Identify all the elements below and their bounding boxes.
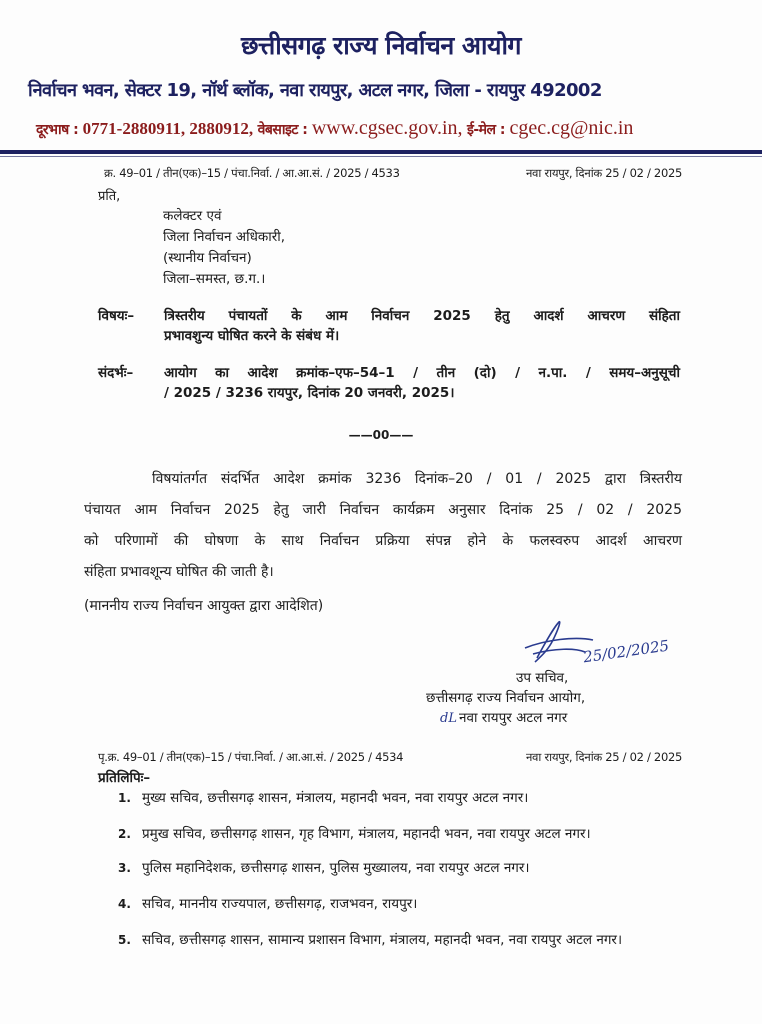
body-line: विषयांतर्गत संदर्भित आदेश क्रमांक 3236 दिनांक–20 / 01 / 2025 द्वारा त्रिस्तरीय [152, 471, 682, 487]
letterhead-address: निर्वाचन भवन, सेक्टर 19, नॉर्थ ब्लॉक, नवा रायपुर, अटल नगर, जिला - रायपुर 492002 [28, 80, 602, 101]
to-label: प्रति, [98, 189, 121, 204]
body-paragraph [84, 464, 682, 588]
body-line: को परिणामों की घोषणा के साथ निर्वाचन प्रक्रिया संपन्न होने के फलस्वरुप आदर्श आचरण [84, 533, 682, 549]
header-divider [0, 150, 762, 154]
item-text: पुलिस महानिदेशक, छत्तीसगढ़ शासन, पुलिस मुख्यालय, नवा रायपुर अटल नगर। [142, 860, 530, 876]
section-separator: ——00—— [348, 428, 414, 442]
recipient-line: (स्थानीय निर्वाचन) [163, 250, 252, 266]
signatory-initials: dL [440, 711, 457, 726]
copy-reference-line [98, 750, 682, 765]
copy-list-item [118, 858, 688, 878]
phone-numbers: 0771-2880911, 2880912, [82, 119, 254, 138]
copy-list [118, 788, 688, 964]
item-text: सचिव, माननीय राज्यपाल, छत्तीसगढ़, राजभवन, रायपुर। [142, 896, 418, 912]
signatory-office: छत्तीसगढ़ राज्य निर्वाचन आयोग, [426, 690, 586, 706]
item-number: 5. [118, 933, 131, 947]
copy-ref-number: पृ.क्र. 49–01 / तीन(एक)–15 / पंचा.निर्वा. / आ.आ.सं. / 2025 / 4534 [98, 750, 404, 764]
copy-list-item [118, 894, 688, 914]
item-number: 2. [118, 827, 131, 841]
website-link[interactable]: www.cgsec.gov.in, [311, 117, 463, 139]
letter-ref-number: क्र. 49–01 / तीन(एक)–15 / पंचा.निर्वा. / आ.आ.सं. / 2025 / 4533 [104, 166, 400, 180]
recipient-line: जिला–समस्त, छ.ग.। [163, 271, 266, 287]
subject-line: प्रभावशुन्य घोषित करने के संबंध में। [164, 328, 340, 344]
signatory-block [426, 668, 585, 729]
letter-place-date: नवा रायपुर, दिनांक 25 / 02 / 2025 [525, 166, 682, 180]
copy-heading: प्रतिलिपिः– [98, 770, 151, 786]
copy-list-item [118, 788, 688, 808]
item-number: 3. [118, 861, 131, 875]
letter-reference-line [104, 166, 682, 181]
ordered-by-note: (माननीय राज्य निर्वाचन आयुक्त द्वारा आदेशित) [84, 598, 324, 614]
copy-place-date: नवा रायपुर, दिनांक 25 / 02 / 2025 [525, 750, 682, 764]
body-line: पंचायत आम निर्वाचन 2025 हेतु जारी निर्वाचन कार्यक्रम अनुसार दिनांक 25 / 02 / 2025 [84, 502, 682, 518]
website-label: वेबसाइट : [257, 122, 308, 138]
recipient-line: जिला निर्वाचन अधिकारी, [163, 229, 286, 245]
email-label: ई-मेल : [466, 122, 506, 138]
signatory-place: नवा रायपुर अटल नगर [458, 710, 568, 726]
reference-line: / 2025 / 3236 रायपुर, दिनांक 20 जनवरी, 2025। [164, 385, 455, 401]
copy-list-item [118, 824, 688, 852]
letterhead-title: छत्तीसगढ़ राज्य निर्वाचन आयोग [240, 31, 521, 60]
signatory-place-line [426, 708, 585, 729]
recipient-line: कलेक्टर एवं [163, 208, 222, 224]
header-divider-thin [0, 156, 762, 157]
subject-text [164, 306, 680, 346]
phone-label: दूरभाष : [36, 122, 79, 138]
email-link[interactable]: cgec.cg@nic.in [509, 117, 634, 139]
item-text: मुख्य सचिव, छत्तीसगढ़ शासन, मंत्रालय, महानदी भवन, नवा रायपुर अटल नगर। [142, 790, 529, 806]
subject-line: त्रिस्तरीय पंचायतों के आम निर्वाचन 2025 हेतु आदर्श आचरण संहिता [164, 308, 680, 324]
reference-line: आयोग का आदेश क्रमांक–एफ–54–1 / तीन (दो) / न.पा. / समय–अनुसूची [164, 365, 680, 381]
copy-list-item [118, 930, 688, 958]
signatory-designation: उप सचिव, [516, 670, 569, 686]
handwritten-signature [515, 618, 695, 668]
item-number: 1. [118, 791, 131, 805]
body-line: संहिता प्रभावशून्य घोषित की जाती है। [84, 564, 274, 580]
item-number: 4. [118, 897, 131, 911]
item-text: सचिव, छत्तीसगढ़ शासन, सामान्य प्रशासन विभाग, मंत्रालय, महानदी भवन, नवा रायपुर अटल नगर। [142, 932, 623, 948]
reference-text [164, 363, 680, 403]
letterhead-contact [36, 117, 633, 140]
recipient-address [163, 206, 285, 290]
item-text: प्रमुख सचिव, छत्तीसगढ़ शासन, गृह विभाग, मंत्रालय, महानदी भवन, नवा रायपुर अटल नगर। [142, 826, 591, 842]
reference-label: संदर्भः– [98, 365, 134, 381]
signature-date: 25/02/2025 [582, 636, 671, 667]
commission-emblem-logo [330, 0, 430, 18]
subject-label: विषयः– [98, 308, 135, 324]
